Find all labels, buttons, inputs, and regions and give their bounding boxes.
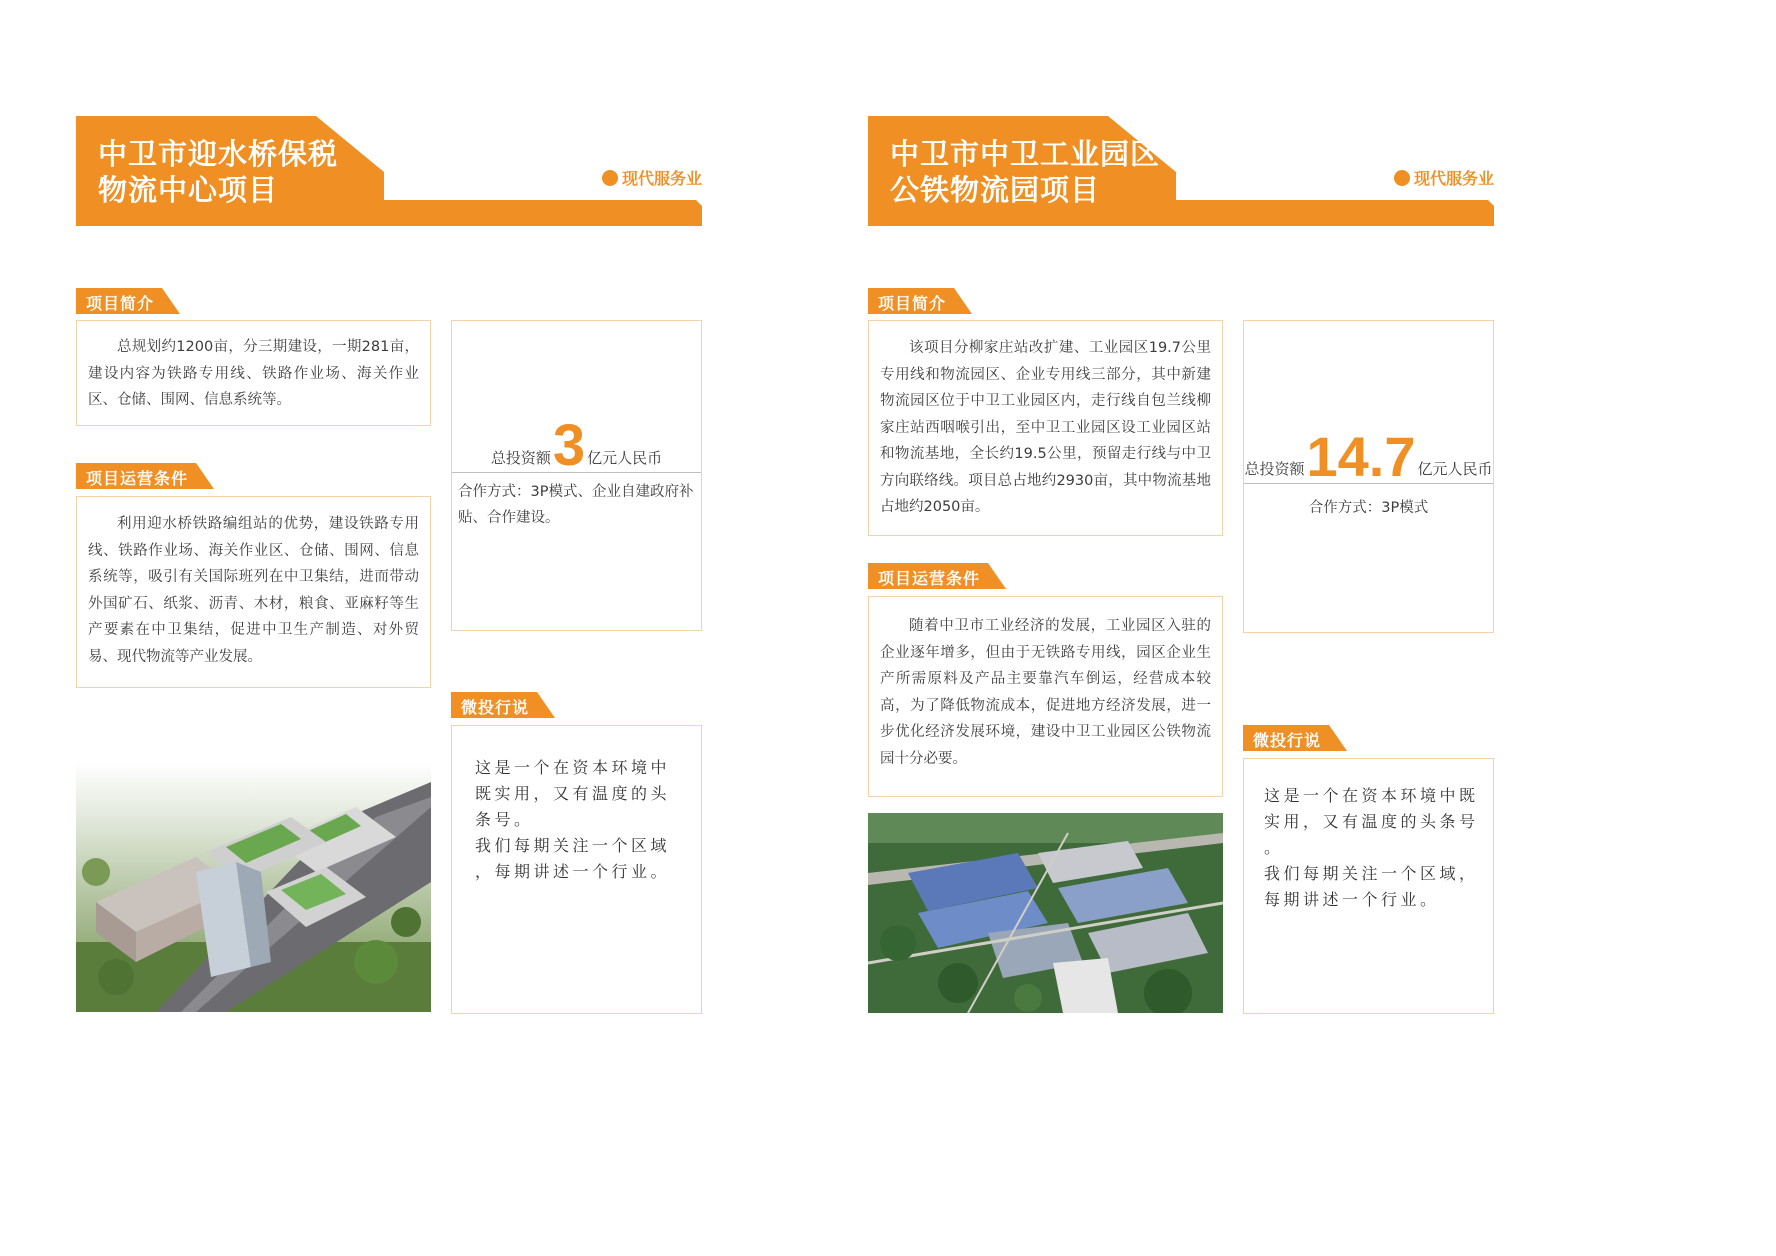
investment-row — [452, 413, 701, 478]
investment-box — [1243, 320, 1494, 633]
micro-label: 微投行说 — [1253, 731, 1322, 750]
cooperation-text: 合作方式：3P模式、企业自建政府补贴、合作建设。 — [458, 484, 694, 526]
micro-text: 这是一个在资本环境中 既实用，又有温度的头 条号。 我们每期关注一个区域 ，每期讲述一个行业。 — [475, 758, 671, 881]
investment-value: 3 — [552, 413, 586, 478]
category-label: 现代服务业 — [621, 169, 702, 188]
left-page — [0, 0, 782, 1106]
right-title-banner — [868, 116, 1494, 226]
dot-icon — [602, 170, 618, 186]
investment-unit: 亿元人民币 — [587, 449, 663, 468]
intro-box — [868, 320, 1223, 536]
ops-text: 利用迎水桥铁路编组站的优势，建设铁路专用线、铁路作业场、海关作业区、仓储、围网、信息系统等，吸引有关国际班列在中卫集结，进而带动外国矿石、纸浆、沥青、木材，粮食、亚麻籽等生产要素在中卫集结，促进中卫生产制造、对外贸易、现代物流等产业发展。 — [88, 516, 419, 665]
ops-label: 项目运营条件 — [86, 469, 189, 488]
cooperation-text: 合作方式：3P模式 — [1308, 500, 1429, 516]
project-title: 中卫市中卫工业园区 公铁物流园项目 — [890, 137, 1161, 207]
ops-label-tab — [76, 463, 214, 489]
ops-label: 项目运营条件 — [878, 569, 981, 588]
intro-label: 项目简介 — [86, 294, 155, 313]
left-title-banner — [76, 116, 702, 226]
intro-text: 总规划约1200亩，分三期建设，一期281亩，建设内容为铁路专用线、铁路作业场、海关作业区、仓储、围网、信息系统等。 — [88, 339, 419, 408]
right-page — [792, 0, 1574, 1106]
ops-box — [76, 496, 431, 688]
investment-prefix: 总投资额 — [1244, 459, 1305, 478]
intro-text: 该项目分柳家庄站改扩建、工业园区19.7公里专用线和物流园区、企业专用线三部分，其中新建物流园区位于中卫工业园区内，走行线自包兰线柳家庄站西咽喉引出，至中卫工业园区设工业园区站和物流基地，全长约19.5公里，预留走行线与中卫方向联络线。项目总占地约2930亩，其中物流基地占地约2050亩。 — [880, 340, 1211, 515]
intro-label-tab — [76, 288, 180, 314]
dot-icon — [1394, 170, 1410, 186]
ops-text: 随着中卫市工业经济的发展，工业园区入驻的企业逐年增多，但由于无铁路专用线，园区企业生产所需原料及产品主要靠汽车倒运，经营成本较高，为了降低物流成本，促进地方经济发展，进一步优化经济发展环境，建设中卫工业园区公铁物流园十分必要。 — [880, 618, 1211, 767]
intro-box — [76, 320, 431, 426]
investment-prefix: 总投资额 — [490, 449, 551, 468]
micro-label-tab — [1243, 725, 1347, 751]
intro-label: 项目简介 — [878, 294, 947, 313]
investment-box — [451, 320, 702, 631]
micro-label: 微投行说 — [461, 698, 530, 717]
category-tag — [1394, 166, 1494, 189]
micro-box — [1243, 758, 1494, 1014]
intro-label-tab — [868, 288, 972, 314]
ops-label-tab — [868, 563, 1006, 589]
micro-label-tab — [451, 692, 555, 718]
category-tag — [602, 166, 702, 189]
investment-unit: 亿元人民币 — [1417, 459, 1493, 478]
investment-value: 14.7 — [1306, 425, 1416, 488]
micro-text: 这是一个在资本环境中既 实用，又有温度的头条号 。 我们每期关注一个区域， 每期讲述一个行业。 — [1264, 786, 1479, 909]
ops-box — [868, 596, 1223, 797]
micro-box — [451, 725, 702, 1014]
logistics-park-aerial-photo — [868, 813, 1223, 1013]
investment-row — [1244, 425, 1493, 488]
project-title: 中卫市迎水桥保税 物流中心项目 — [98, 137, 339, 207]
category-label: 现代服务业 — [1413, 169, 1494, 188]
building-aerial-photo — [76, 762, 431, 1012]
